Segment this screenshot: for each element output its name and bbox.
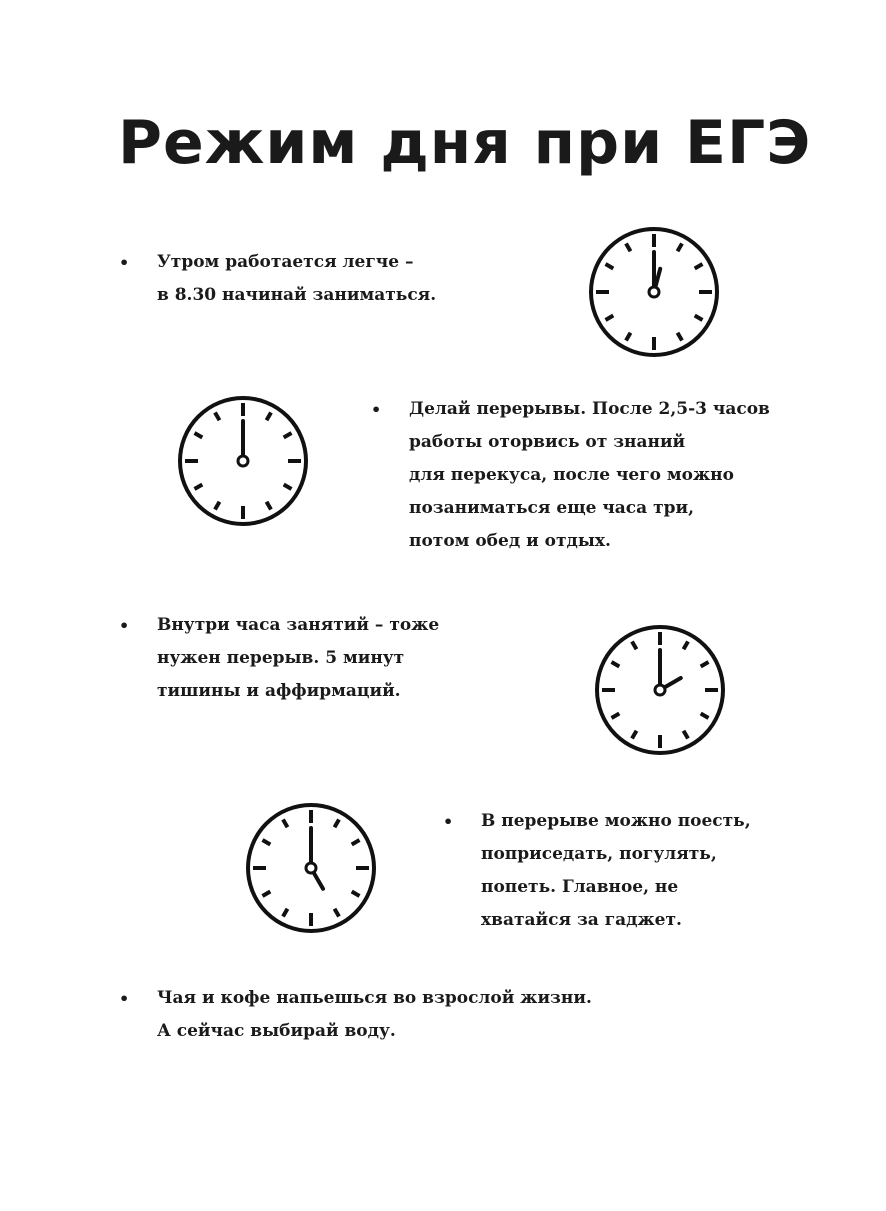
bullet-breaks xyxy=(371,393,770,558)
bullet-dot: • xyxy=(119,616,130,635)
clock-icon xyxy=(593,623,727,757)
bullet-text-line: позаниматься еще часа три, xyxy=(409,498,695,518)
clock-icon xyxy=(587,225,721,359)
bullet-text-line: Делай перерывы. После 2,5-3 часов xyxy=(409,399,770,419)
bullet-text-line: тишины и аффирмаций. xyxy=(157,681,401,701)
bullet-text-line: хватайся за гаджет. xyxy=(481,910,682,930)
bullet-hour-break xyxy=(119,609,440,708)
bullet-text-line: нужен перерыв. 5 минут xyxy=(157,648,405,668)
bullet-text-line: потом обед и отдых. xyxy=(409,531,611,551)
bullet-text-line: Утром работается легче – xyxy=(157,252,414,272)
clock-icon xyxy=(176,394,310,528)
clock-center xyxy=(655,685,665,695)
bullet-text-line: Чая и кофе напьешься во взрослой жизни. xyxy=(157,988,592,1008)
bullet-text-line: попеть. Главное, не xyxy=(481,877,679,897)
bullet-dot: • xyxy=(119,989,130,1008)
clock-center xyxy=(238,456,248,466)
bullet-text-line: в 8.30 начинай заниматься. xyxy=(157,285,437,305)
bullet-morning xyxy=(119,246,437,312)
bullet-dot: • xyxy=(119,253,130,272)
bullet-text-line: работы оторвись от знаний xyxy=(409,432,686,452)
bullet-dot: • xyxy=(443,812,454,831)
bullet-water xyxy=(119,982,592,1048)
clock-center xyxy=(649,287,659,297)
bullet-text-line: Внутри часа занятий – тоже xyxy=(157,615,440,635)
bullet-dot: • xyxy=(371,400,382,419)
bullet-text-line: А сейчас выбирай воду. xyxy=(157,1021,396,1041)
clock-icon xyxy=(244,801,378,935)
bullet-text-line: поприседать, погулять, xyxy=(481,844,717,864)
page-title: Режим дня при ЕГЭ xyxy=(118,108,812,178)
bullet-text-line: В перерыве можно поесть, xyxy=(481,811,751,831)
clock-center xyxy=(306,863,316,873)
bullet-break-activities xyxy=(443,805,751,937)
bullet-text-line: для перекуса, после чего можно xyxy=(409,465,734,485)
